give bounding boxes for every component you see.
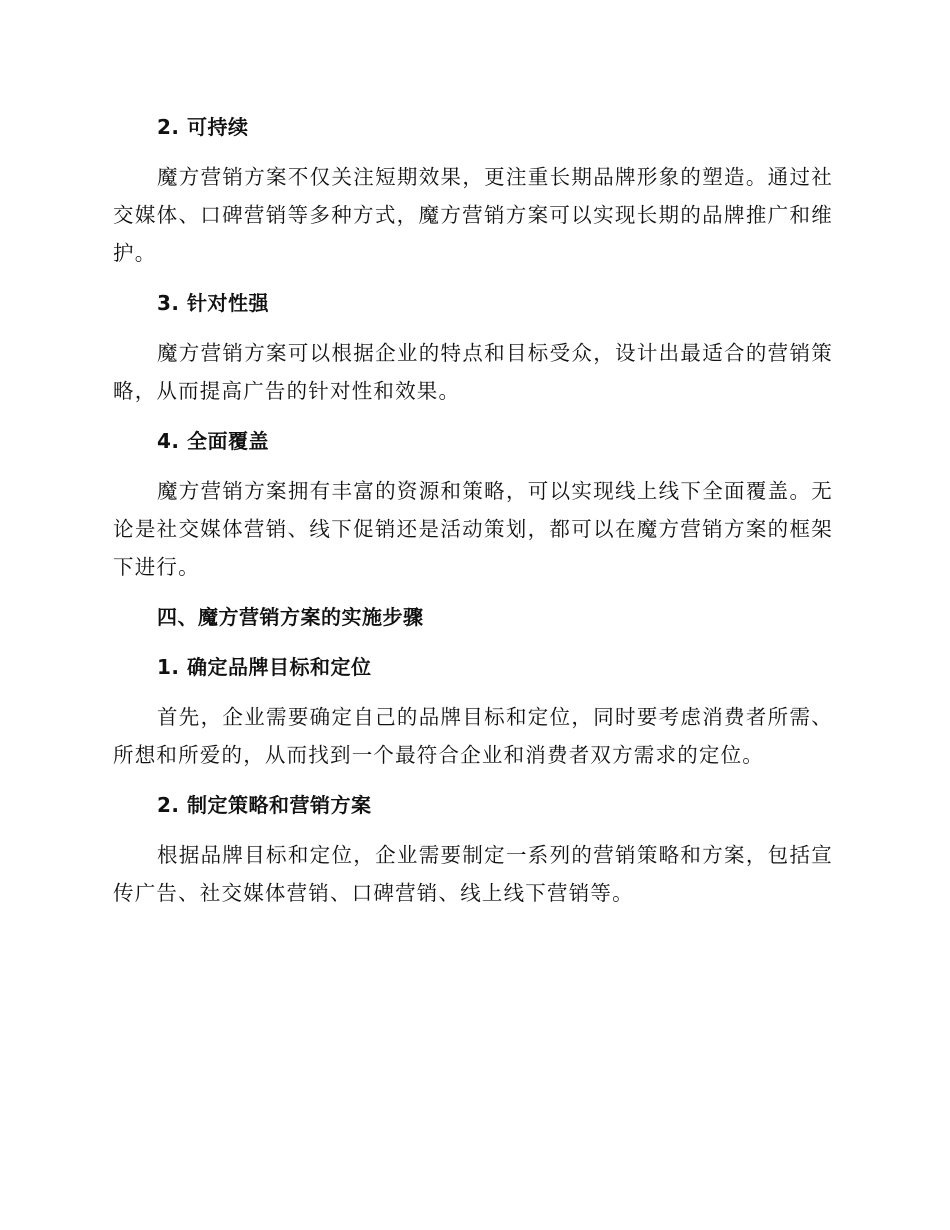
document-content xyxy=(113,108,833,924)
section-body-sustainable: 魔方营销方案不仅关注短期效果，更注重长期品牌形象的塑造。通过社交媒体、口碑营销等多种方式，魔方营销方案可以实现长期的品牌推广和维护。 xyxy=(113,165,833,265)
step-heading-strategy: 2. 制定策略和营销方案 xyxy=(157,793,372,817)
step-body-brand-goal: 首先，企业需要确定自己的品牌目标和定位，同时要考虑消费者所需、所想和所爱的，从而找到一个最符合企业和消费者双方需求的定位。 xyxy=(113,705,833,767)
section-body-targeted: 魔方营销方案可以根据企业的特点和目标受众，设计出最适合的营销策略，从而提高广告的针对性和效果。 xyxy=(113,341,833,403)
step-body-strategy: 根据品牌目标和定位，企业需要制定一系列的营销策略和方案，包括宣传广告、社交媒体营销、口碑营销、线上线下营销等。 xyxy=(113,843,833,905)
section-heading-targeted: 3. 针对性强 xyxy=(157,291,269,315)
section-heading-sustainable: 2. 可持续 xyxy=(157,115,249,139)
section-body-coverage: 魔方营销方案拥有丰富的资源和策略，可以实现线上线下全面覆盖。无论是社交媒体营销、线下促销还是活动策划，都可以在魔方营销方案的框架下进行。 xyxy=(113,479,833,579)
step-heading-brand-goal: 1. 确定品牌目标和定位 xyxy=(157,655,372,679)
section-heading-coverage: 4. 全面覆盖 xyxy=(157,429,269,453)
chapter-heading-implementation: 四、魔方营销方案的实施步骤 xyxy=(157,605,424,629)
